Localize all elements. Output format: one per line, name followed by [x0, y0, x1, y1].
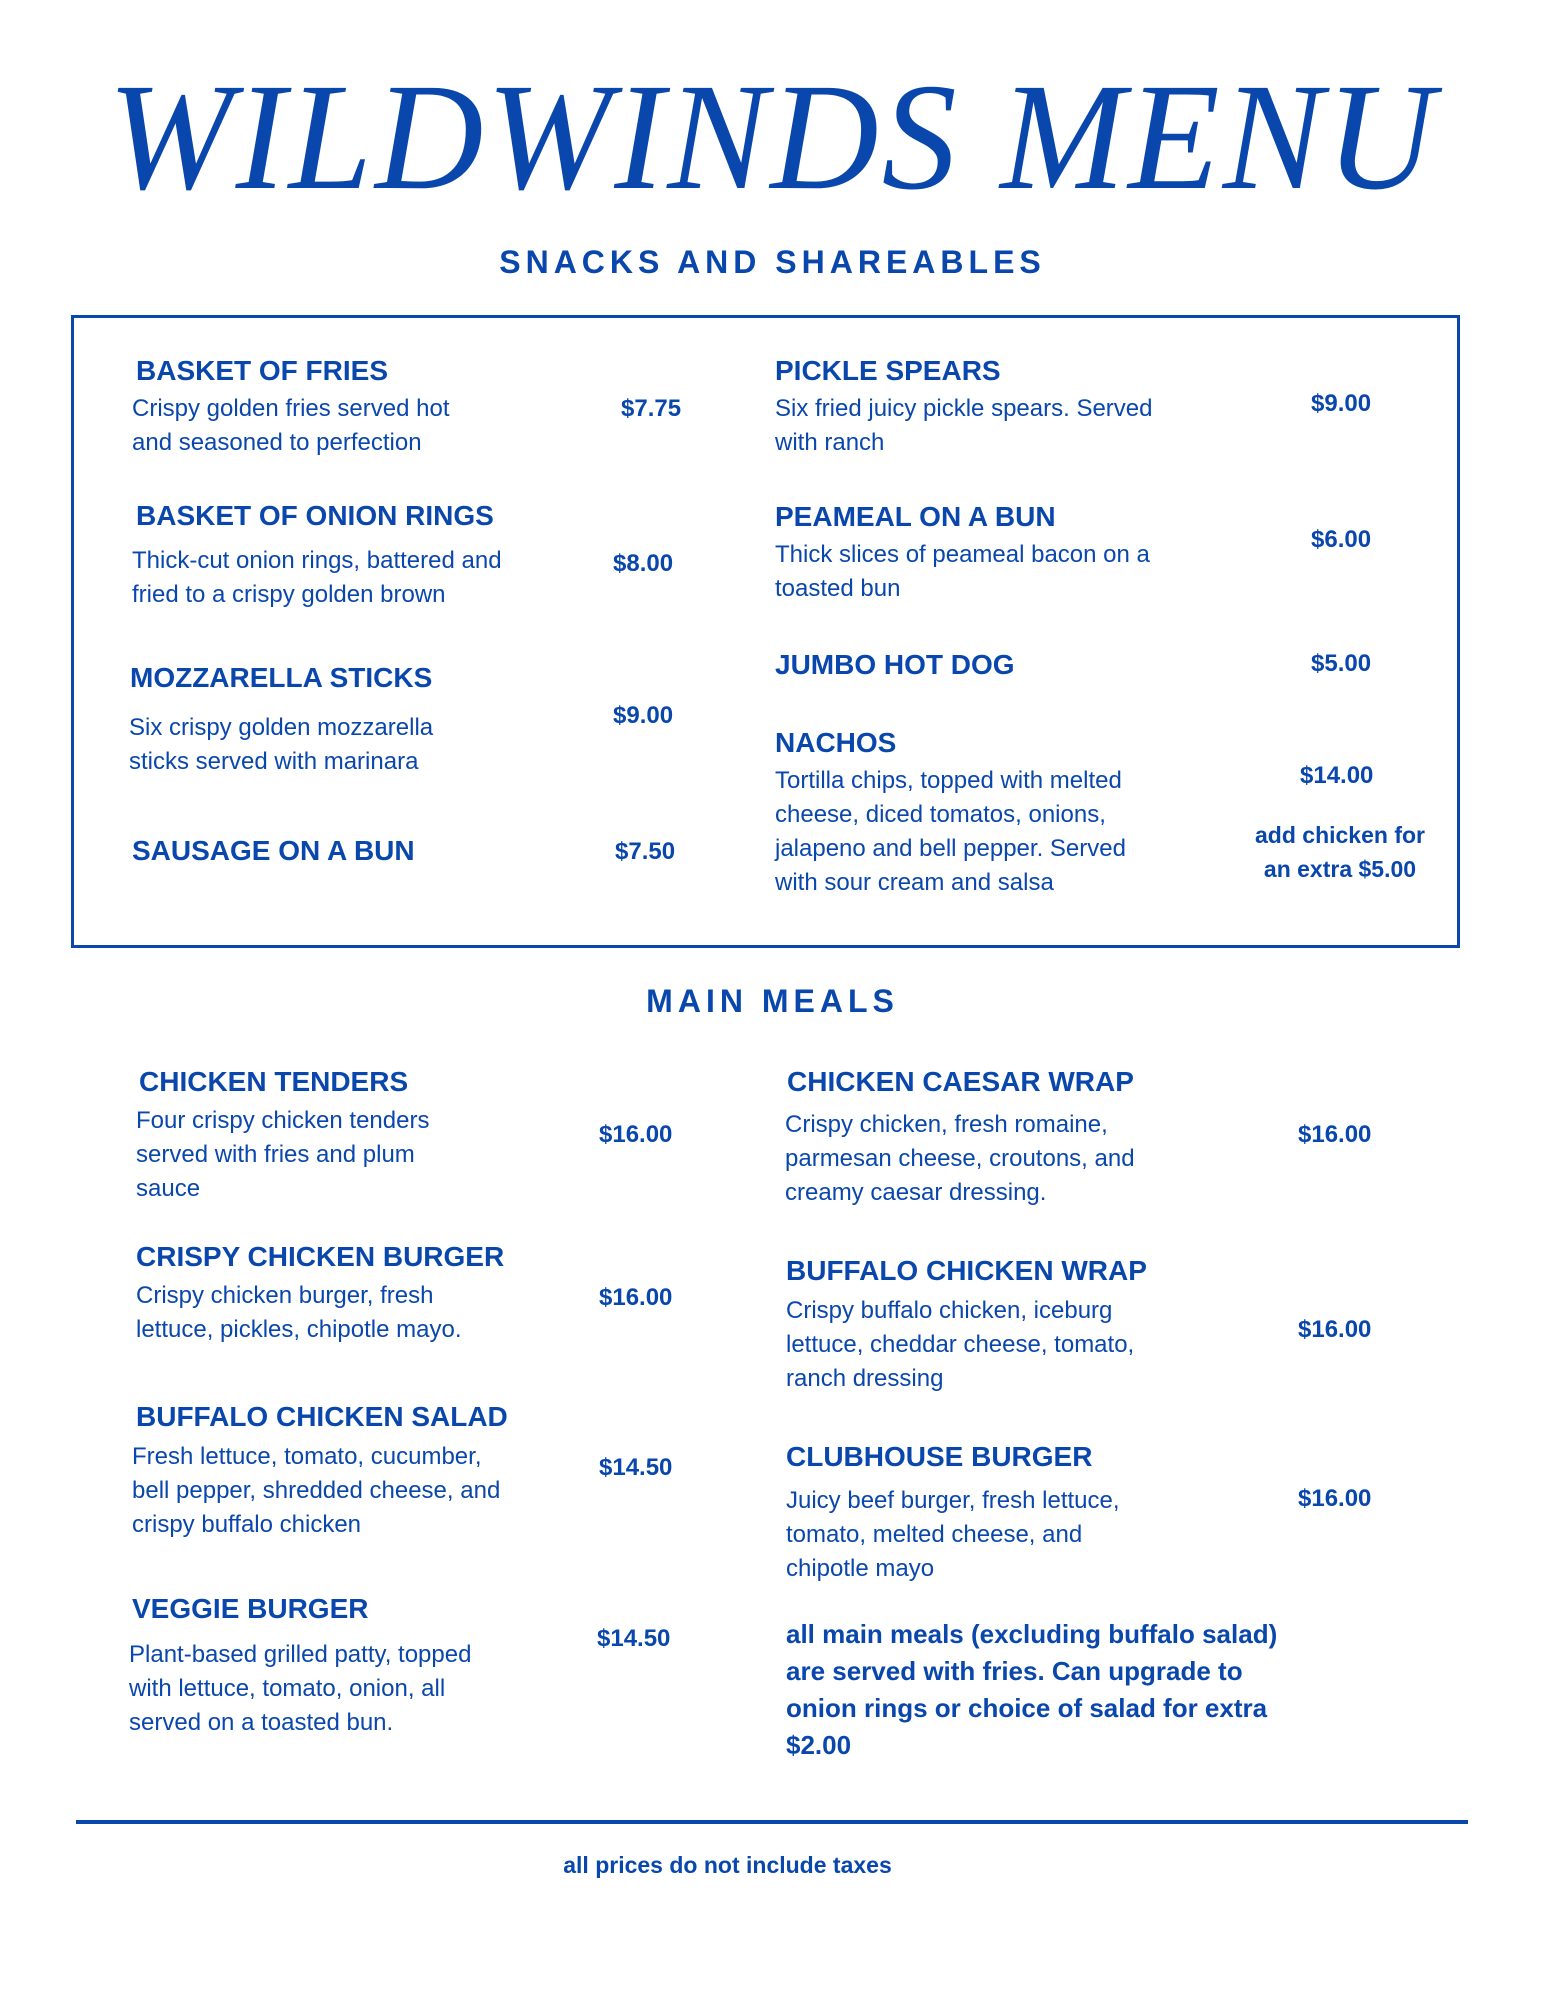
item-description: with ranch	[775, 429, 885, 456]
item-description: with lettuce, tomato, onion, all	[129, 1675, 446, 1702]
item-description: Crispy golden fries served hot	[132, 395, 450, 422]
item-price: $9.00	[613, 702, 674, 729]
item-description: sticks served with marinara	[129, 748, 419, 775]
item-name: BASKET OF ONION RINGS	[136, 500, 494, 531]
note-line: onion rings or choice of salad for extra	[786, 1693, 1268, 1723]
item-description: crispy buffalo chicken	[132, 1511, 362, 1538]
item-description: and seasoned to perfection	[132, 429, 422, 456]
item-price: $16.00	[599, 1121, 673, 1148]
item-price: $8.00	[613, 550, 674, 577]
tax-disclaimer: all prices do not include taxes	[563, 1852, 892, 1878]
note-line: all main meals (excluding buffalo salad)	[786, 1619, 1278, 1649]
item-description: fried to a crispy golden brown	[132, 581, 446, 608]
item-name: CLUBHOUSE BURGER	[786, 1441, 1093, 1472]
addon-note: add chicken for	[1255, 822, 1425, 848]
item-name: CHICKEN TENDERS	[139, 1066, 409, 1097]
item-description: Four crispy chicken tenders	[136, 1107, 430, 1134]
item-description: Crispy chicken, fresh romaine,	[785, 1111, 1108, 1138]
item-description: Plant-based grilled patty, topped	[129, 1641, 472, 1668]
item-price: $9.00	[1311, 390, 1372, 417]
item-description: sauce	[136, 1175, 201, 1202]
item-price: $7.50	[615, 838, 676, 865]
item-description: served on a toasted bun.	[129, 1709, 394, 1736]
item-description: lettuce, cheddar cheese, tomato,	[786, 1331, 1135, 1358]
item-name: PICKLE SPEARS	[775, 355, 1001, 386]
addon-note: an extra $5.00	[1263, 856, 1417, 882]
item-description: Juicy beef burger, fresh lettuce,	[786, 1487, 1120, 1514]
item-name: NACHOS	[775, 727, 897, 758]
section-heading-mains: MAIN MEALS	[646, 983, 899, 1019]
item-description: chipotle mayo	[786, 1555, 935, 1582]
item-description: toasted bun	[775, 575, 901, 602]
item-price: $14.50	[599, 1454, 673, 1481]
item-description: Crispy chicken burger, fresh	[136, 1282, 434, 1309]
item-name: JUMBO HOT DOG	[775, 649, 1015, 680]
item-name: SAUSAGE ON A BUN	[132, 835, 415, 866]
item-description: bell pepper, shredded cheese, and	[132, 1477, 501, 1504]
item-description: Fresh lettuce, tomato, cucumber,	[132, 1443, 482, 1470]
item-name: VEGGIE BURGER	[132, 1593, 369, 1624]
note-line: are served with fries. Can upgrade to	[786, 1656, 1243, 1686]
item-description: cheese, diced tomatos, onions,	[775, 801, 1106, 828]
item-description: with sour cream and salsa	[775, 869, 1054, 896]
item-price: $16.00	[1298, 1121, 1372, 1148]
item-description: served with fries and plum	[136, 1141, 415, 1168]
item-price: $14.00	[1300, 762, 1374, 789]
item-name: BUFFALO CHICKEN SALAD	[136, 1401, 508, 1432]
item-description: jalapeno and bell pepper. Served	[775, 835, 1126, 862]
item-name: PEAMEAL ON A BUN	[775, 501, 1056, 532]
item-price: $16.00	[1298, 1485, 1372, 1512]
item-description: creamy caesar dressing.	[785, 1179, 1047, 1206]
menu-title: WILDWINDS MENU	[107, 52, 1438, 222]
item-description: Six fried juicy pickle spears. Served	[775, 395, 1153, 422]
item-description: Thick slices of peameal bacon on a	[775, 541, 1150, 568]
item-price: $14.50	[597, 1625, 671, 1652]
item-description: ranch dressing	[786, 1365, 944, 1392]
footer-divider	[76, 1820, 1468, 1824]
item-name: CHICKEN CAESAR WRAP	[787, 1066, 1134, 1097]
item-name: BASKET OF FRIES	[136, 355, 389, 386]
item-description: Crispy buffalo chicken, iceburg	[786, 1297, 1113, 1324]
item-description: lettuce, pickles, chipotle mayo.	[136, 1316, 462, 1343]
section-heading-snacks: SNACKS AND SHAREABLES	[499, 244, 1046, 280]
item-description: Thick-cut onion rings, battered and	[132, 547, 502, 574]
item-name: CRISPY CHICKEN BURGER	[136, 1241, 505, 1272]
item-name: MOZZARELLA STICKS	[130, 662, 433, 693]
item-description: Tortilla chips, topped with melted	[775, 767, 1122, 794]
item-description: parmesan cheese, croutons, and	[785, 1145, 1135, 1172]
item-price: $7.75	[621, 395, 682, 422]
item-description: Six crispy golden mozzarella	[129, 714, 434, 741]
note-line: $2.00	[786, 1730, 852, 1760]
item-price: $16.00	[599, 1284, 673, 1311]
item-description: tomato, melted cheese, and	[786, 1521, 1083, 1548]
item-price: $16.00	[1298, 1316, 1372, 1343]
item-price: $5.00	[1311, 650, 1372, 677]
item-price: $6.00	[1311, 526, 1372, 553]
item-name: BUFFALO CHICKEN WRAP	[786, 1255, 1147, 1286]
